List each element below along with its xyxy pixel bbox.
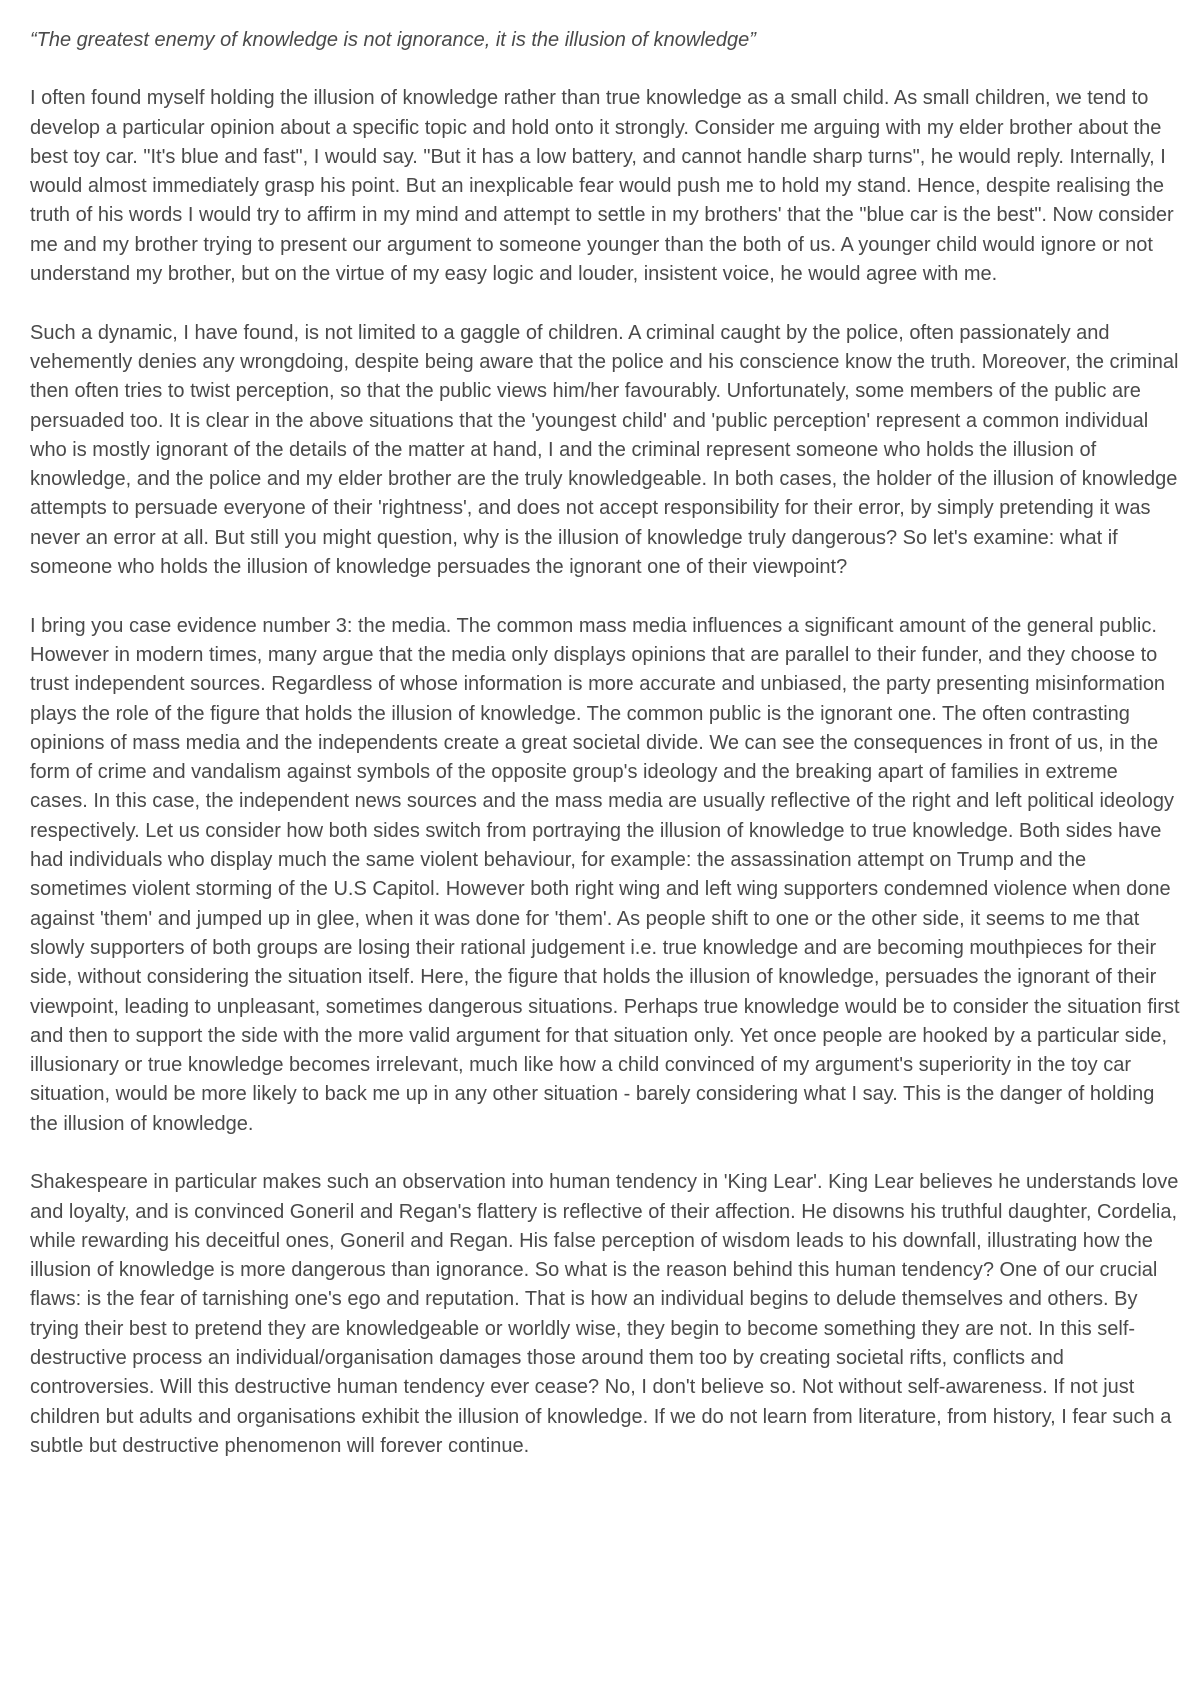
paragraph-toy-car: I often found myself holding the illusion of knowledge rather than true knowledge as a small child. As small children, we tend to develop a particular opinion about a specific topic and hold onto it strongly. Consider me arguing with my elder brother about the best toy car. "It's blue and fast", I would say. "But it has a low battery, and cannot handle sharp turns", he would reply. Internally, I would almost immediately grasp his point. But an inexplicable fear would push me to hold my stand. Hence, despite realising the truth of his words I would try to affirm in my mind and attempt to settle in my brothers' that the "blue car is the best". Now consider me and my brother trying to present our argument to someone younger than the both of us. A younger child would ignore or not understand my brother, but on the virtue of my easy logic and louder, insistent voice, he would agree with me. bbox=[30, 87, 1174, 286]
paragraph-king-lear: Shakespeare in particular makes such an observation into human tendency in 'King Lear'. King Lear believes he understands love and loyalty, and is convinced Goneril and Regan's flattery is reflective of their affection. He disowns his truthful daughter, Cordelia, while rewarding his deceitful ones, Goneril and Regan. His false perception of wisdom leads to his downfall, illustrating how the illusion of knowledge is more dangerous than ignorance. So what is the reason behind this human tendency? One of our crucial flaws: is the fear of tarnishing one's ego and reputation. That is how an individual begins to delude themselves and others. By trying their best to pretend they are knowledgeable or worldly wise, they begin to become something they are not. In this self-destructive process an individual/organisation damages those around them too by creating societal rifts, conflicts and controversies. Will this destructive human tendency ever cease? No, I don't believe so. Not without self-awareness. If not just children but adults and organisations exhibit the illusion of knowledge. If we do not learn from literature, from history, I fear such a subtle but destructive phenomenon will forever continue. bbox=[30, 1171, 1179, 1457]
epigraph-quote: “The greatest enemy of knowledge is not ignorance, it is the illusion of knowledge” bbox=[30, 29, 756, 51]
paragraph-media: I bring you case evidence number 3: the media. The common mass media influences a significant amount of the general public. However in modern times, many argue that the media only displays opinions that are parallel to their funder, and they choose to trust independent sources. Regardless of whose information is more accurate and unbiased, the party presenting misinformation plays the role of the figure that holds the illusion of knowledge. The common public is the ignorant one. The often contrasting opinions of mass media and the independents create a great societal divide. We can see the consequences in front of us, in the form of crime and vandalism against symbols of the opposite group's ideology and the breaking apart of families in extreme cases. In this case, the independent news sources and the mass media are usually reflective of the right and left political ideology respectively. Let us consider how both sides switch from portraying the illusion of knowledge to true knowledge. Both sides have had individuals who display much the same violent behaviour, for example: the assassination attempt on Trump and the sometimes violent storming of the U.S Capitol. However both right wing and left wing supporters condemned violence when done against 'them' and jumped up in glee, when it was done for 'them'. As people shift to one or the other side, it seems to me that slowly supporters of both groups are losing their rational judgement i.e. true knowledge and are becoming mouthpieces for their side, without considering the situation itself. Here, the figure that holds the illusion of knowledge, persuades the ignorant of their viewpoint, leading to unpleasant, sometimes dangerous situations. Perhaps true knowledge would be to consider the situation first and then to support the side with the more valid argument for that situation only. Yet once people are hooked by a particular side, illusionary or true knowledge becomes irrelevant, much like how a child convinced of my argument's superiority in the toy car situation, would be more likely to back me up in any other situation - barely considering what I say. This is the danger of holding the illusion of knowledge. bbox=[30, 614, 1180, 1135]
paragraph-criminal: Such a dynamic, I have found, is not limited to a gaggle of children. A criminal caught by the police, often passionately and vehemently denies any wrongdoing, despite being aware that the police and his conscience know the truth. Moreover, the criminal then often tries to twist perception, so that the public views him/her favourably. Unfortunately, some members of the public are persuaded too. It is clear in the above situations that the 'youngest child' and 'public perception' represent a common individual who is mostly ignorant of the details of the matter at hand, I and the criminal represent someone who holds the illusion of knowledge, and the police and my elder brother are the truly knowledgeable. In both cases, the holder of the illusion of knowledge attempts to persuade everyone of their 'rightness', and does not accept responsibility for their error, by simply pretending it was never an error at all. But still you might question, why is the illusion of knowledge truly dangerous? So let's examine: what if someone who holds the illusion of knowledge persuades the ignorant one of their viewpoint? bbox=[30, 321, 1179, 579]
essay-document bbox=[30, 26, 1180, 1461]
